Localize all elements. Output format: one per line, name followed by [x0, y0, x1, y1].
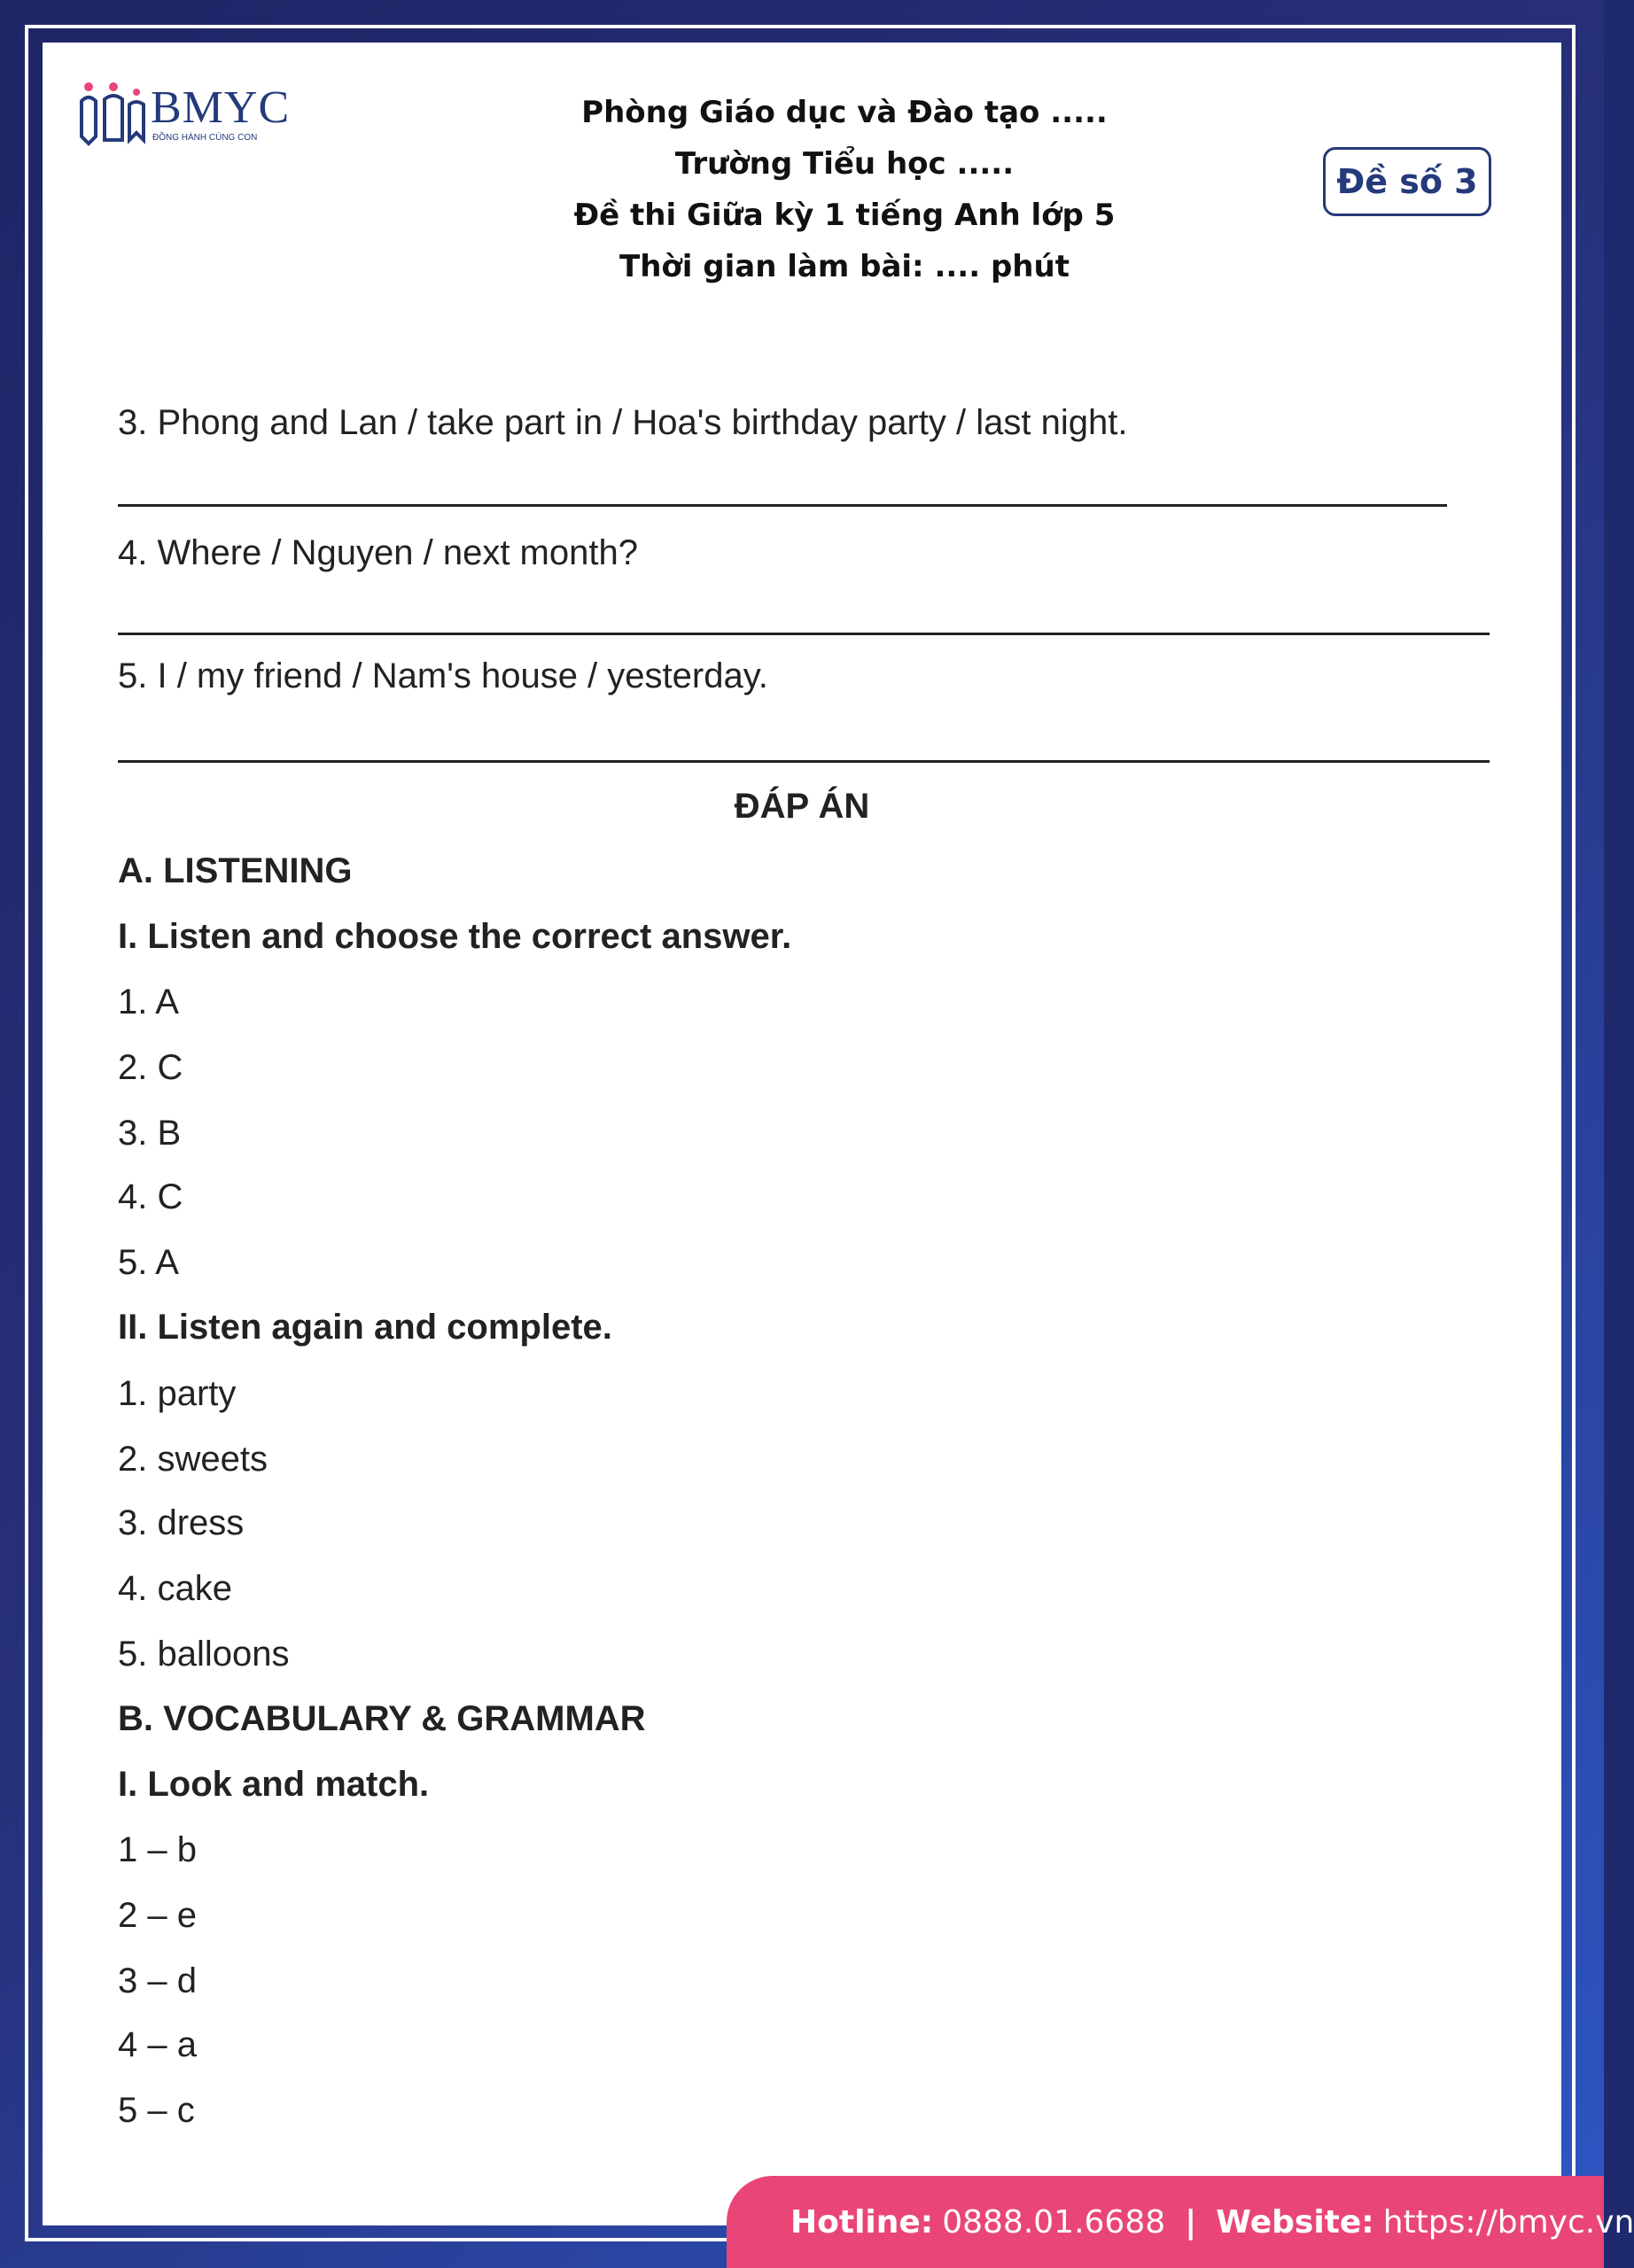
exercise-heading: I. Listen and choose the correct answer. — [118, 917, 792, 956]
hotline-number[interactable]: 0888.01.6688 — [942, 2203, 1166, 2241]
website-label: Website: — [1216, 2203, 1374, 2241]
answer-item: 4. C — [118, 1177, 183, 1216]
exam-header — [397, 87, 1292, 292]
answer-item: 3. dress — [118, 1503, 245, 1542]
exam-title: Đề thi Giữa kỳ 1 tiếng Anh lớp 5 — [573, 198, 1116, 233]
section-heading: A. LISTENING — [118, 851, 353, 890]
answer-item: 3 – d — [118, 1961, 197, 2000]
answer-item: 4 – a — [118, 2025, 197, 2064]
hotline-label: Hotline: — [790, 2203, 934, 2241]
answer-blank-line — [118, 760, 1490, 763]
answer-item: 1. party — [118, 1374, 237, 1413]
bmyc-logo — [78, 78, 300, 184]
contact-footer — [727, 2176, 1634, 2268]
logo-tagline: ĐỒNG HÀNH CÙNG CON — [152, 133, 258, 143]
footer-separator: | — [1185, 2203, 1197, 2241]
exam-time: Thời gian làm bài: .... phút — [619, 249, 1070, 284]
website-link[interactable]: https://bmyc.vn — [1382, 2203, 1634, 2241]
answer-blank-line — [118, 504, 1447, 507]
exercise-heading: II. Listen again and complete. — [118, 1308, 612, 1347]
exercise-item: 5. I / my friend / Nam's house / yesterday. — [118, 656, 768, 695]
answer-item: 3. B — [118, 1114, 182, 1153]
answer-item: 2 – e — [118, 1896, 197, 1935]
family-logo-icon — [78, 78, 149, 149]
answer-item: 2. C — [118, 1048, 183, 1087]
answer-item: 1. A — [118, 983, 179, 1021]
section-heading: B. VOCABULARY & GRAMMAR — [118, 1699, 646, 1738]
answer-item: 1 – b — [118, 1830, 197, 1869]
exercise-item: 4. Where / Nguyen / next month? — [118, 533, 638, 572]
answer-item: 2. sweets — [118, 1440, 268, 1479]
answer-item: 5. A — [118, 1243, 179, 1282]
logo-wordmark: BMYC — [151, 82, 291, 133]
department-line: Phòng Giáo dục và Đào tạo ..... — [581, 95, 1108, 130]
exam-number-badge: Đề số 3 — [1323, 147, 1491, 216]
answer-key-title: ĐÁP ÁN — [734, 787, 870, 826]
answer-item: 5. balloons — [118, 1635, 290, 1674]
exercise-item: 3. Phong and Lan / take part in / Hoa's birthday party / last night. — [118, 403, 1128, 442]
document-page — [43, 43, 1561, 2225]
answer-blank-line — [118, 633, 1490, 635]
exercise-heading: I. Look and match. — [118, 1765, 430, 1804]
answer-item: 5 – c — [118, 2091, 195, 2130]
school-line: Trường Tiểu học ..... — [674, 146, 1015, 182]
answer-item: 4. cake — [118, 1569, 232, 1608]
